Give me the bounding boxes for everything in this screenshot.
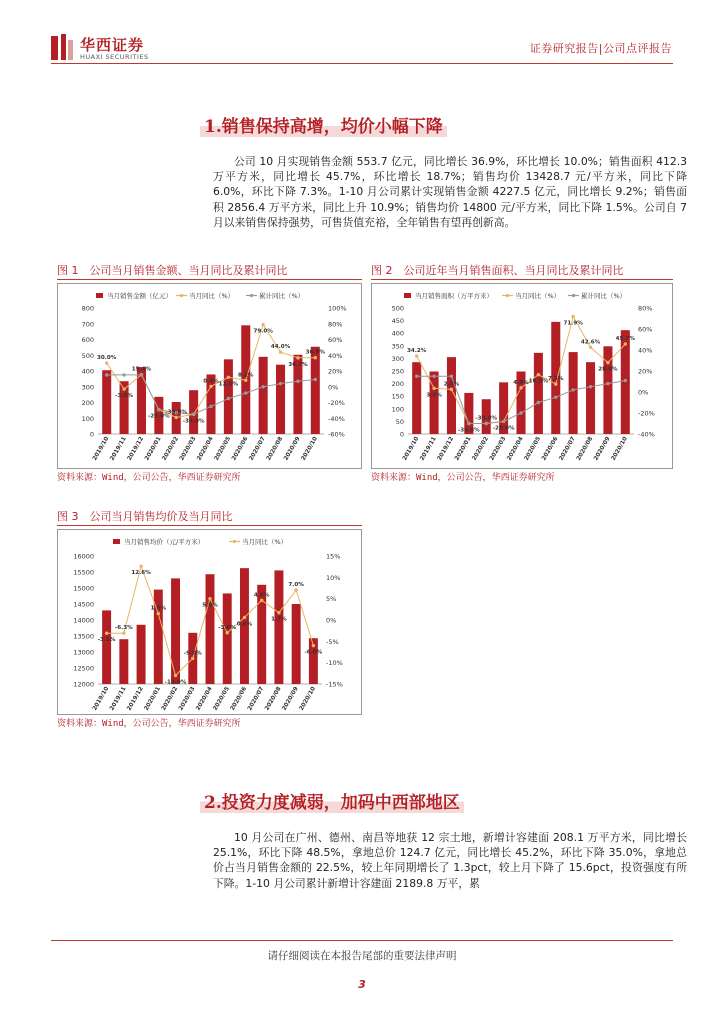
fig1-data-label: 15.4% [131,366,152,373]
figure-3-chart-frame [57,529,362,715]
fig2-data-label: 42.6% [580,339,601,346]
fig1-legend-bar-swatch [96,293,103,298]
fig3-data-label: -9.0% [183,650,202,657]
fig2-series-point [450,375,453,378]
fig2-left-tick: 400 [391,329,404,338]
fig2-data-label: 7.5% [548,376,564,383]
fig2-legend-marker [506,294,509,297]
fig2-left-tick: 500 [391,304,404,313]
fig3-category-label: 2019/10 [91,686,111,712]
fig2-left-tick: 250 [391,367,404,376]
fig1-series-point [279,382,282,385]
fig1-series-point [140,373,143,376]
fig2-series-point [415,354,418,357]
fig1-bar [189,390,198,434]
fig1-series-point [227,397,230,400]
fig2-category-label: 2019/11 [419,436,438,462]
fig2-left-tick: 450 [391,317,404,326]
fig1-bar [276,365,285,434]
fig1-data-label: 36.7% [288,361,308,368]
fig3-right-tick: -5% [326,637,339,646]
fig3-right-tick: 5% [326,595,337,604]
fig1-category-label: 2019/12 [126,436,146,462]
figure-1-rule [57,279,362,280]
fig3-category-label: 2020/10 [298,686,318,712]
fig1-series-point [209,385,212,388]
brand-name-cn: 华西证券 [80,36,145,54]
fig3-bar [171,578,180,684]
fig2-data-label: 2.5% [443,381,460,388]
figure-1-source: 资料来源：Wind，公司公告，华西证券研究所 [57,473,241,483]
fig2-series-point [537,373,540,376]
figure-1-title: 图 1 公司当月销售金额、当月同比及累计同比 [57,264,288,277]
fig1-left-tick: 800 [81,304,94,313]
fig1-right-tick: -60% [328,430,345,439]
fig2-series-point [606,361,609,364]
fig1-data-label: -35.0% [182,418,205,425]
fig1-series-point [314,356,317,359]
fig1-category-label: 2020/03 [178,436,198,462]
fig3-bar [102,610,111,684]
fig1-legend-label: 当月同比（%） [189,292,235,300]
fig3-category-label: 2020/07 [247,686,266,712]
fig3-right-tick: -15% [326,680,343,689]
fig2-series-point [554,382,557,385]
fig1-legend-marker [180,294,183,297]
fig1-series-point [157,408,160,411]
fig2-right-tick: -20% [638,409,655,418]
fig2-left-tick: 150 [391,392,404,401]
fig3-left-tick: 14500 [73,600,94,609]
fig1-data-label: -39.0% [165,409,188,416]
fig1-legend-label: 当月销售金额（亿元） [107,292,172,300]
fig2-data-label: -30.8% [457,427,480,434]
fig2-data-label: 71.9% [563,320,583,327]
fig1-category-label: 2020/01 [144,436,163,462]
fig2-legend-label: 当月销售面积（万平方米） [415,292,493,300]
fig3-bar [292,604,301,684]
fig2-right-tick: -40% [638,430,655,439]
fig2-series-point [467,422,470,425]
fig3-series-point [191,657,194,660]
fig3-right-tick: -10% [326,659,343,668]
figure-2-chart-frame [371,283,673,469]
fig2-series-point [554,396,557,399]
fig2-left-tick: 200 [391,380,404,389]
fig2-series-point [502,420,505,423]
fig1-category-label: 2020/05 [213,436,233,462]
fig3-left-tick: 15500 [73,568,94,577]
section-1-title: 1.销售保持高增，均价小幅下降 [200,112,447,137]
fig2-bar [586,362,595,434]
fig3-category-label: 2020/04 [195,686,214,712]
report-type-label: 证券研究报告|公司点评报告 [529,42,672,55]
fig3-data-label: 1.5% [150,605,167,612]
fig2-category-label: 2020/06 [541,436,560,462]
header-divider [51,63,673,64]
figure-1-chart [58,284,361,468]
brand-name-en: HUAXI SECURITIES [80,53,149,61]
fig1-series-point [244,379,247,382]
fig2-series-point [415,375,418,378]
fig1-right-tick: 40% [328,351,343,360]
fig3-series-point [174,674,177,677]
fig3-series-point [122,632,125,635]
fig1-left-tick: 0 [89,430,94,439]
fig2-left-tick: 350 [391,342,404,351]
fig1-bar [259,357,268,434]
fig3-series-point [243,616,246,619]
fig2-left-tick: 300 [391,354,404,363]
fig2-legend-bar-swatch [404,293,411,298]
fig3-series-point [226,631,229,634]
figure-3-chart [58,530,361,714]
fig1-right-tick: 0% [328,383,339,392]
fig2-right-tick: 20% [638,367,653,376]
fig1-category-label: 2019/11 [109,436,128,462]
fig1-data-label: 79.0% [253,328,273,335]
fig2-right-tick: 60% [638,325,653,334]
fig1-left-tick: 200 [81,399,94,407]
fig3-left-tick: 16000 [73,552,94,561]
fig3-bar [223,593,232,684]
fig2-category-label: 2020/03 [488,436,508,462]
fig2-category-label: 2020/04 [506,436,525,462]
fig1-data-label: 12.0% [218,381,239,388]
fig3-data-label: -3.0% [218,624,237,631]
fig3-category-label: 2019/11 [109,686,128,712]
fig3-data-label: 1.7% [271,616,287,623]
fig1-bar [311,347,320,434]
fig1-right-tick: 60% [328,336,343,344]
fig3-left-tick: 15000 [73,584,94,593]
fig3-data-label: 0.6% [236,621,253,628]
fig3-series-point [294,588,297,591]
fig3-category-label: 2020/05 [212,686,231,712]
fig2-series-point [571,315,574,318]
fig3-data-label: 7.0% [288,582,304,589]
fig2-series-point [571,388,574,391]
fig1-category-label: 2020/08 [265,436,285,462]
fig1-category-label: 2020/04 [196,436,215,462]
fig3-left-tick: 13500 [73,632,94,641]
fig2-category-label: 2020/07 [558,436,577,462]
fig1-series-point [175,416,178,419]
huaxi-logo-icon [51,34,73,60]
fig1-series-point [105,373,108,376]
fig3-category-label: 2020/09 [281,686,300,712]
fig1-series-point [296,356,299,359]
fig2-category-label: 2020/05 [523,436,543,462]
fig3-category-label: 2020/02 [160,686,180,712]
fig3-series-point [312,644,315,647]
fig2-data-label: -30.0% [475,415,498,422]
legal-disclaimer-note: 请仔细阅读在本报告尾部的重要法律声明 [267,950,457,962]
fig1-category-label: 2020/02 [161,436,180,462]
fig2-bar [412,362,421,434]
fig2-category-label: 2020/09 [593,436,612,462]
fig2-series-point [589,385,592,388]
fig3-right-tick: 15% [326,552,341,561]
fig2-legend-label: 当月同比（%） [515,292,561,300]
fig2-category-label: 2020/01 [454,436,473,462]
fig1-series-point [122,373,125,376]
fig2-left-tick: 100 [391,405,404,414]
fig3-data-label: 5.0% [202,602,218,609]
fig1-left-tick: 100 [81,414,94,423]
fig1-category-label: 2020/06 [231,436,250,462]
fig3-category-label: 2020/06 [229,686,249,712]
fig3-series-point [260,599,263,602]
fig2-data-label: 3.5% [426,392,442,399]
fig2-category-label: 2020/02 [471,436,490,462]
fig2-data-label: 16.5% [528,378,549,385]
fig2-data-label: 34.2% [406,348,427,355]
fig1-bar [224,359,233,434]
figure-1-chart-frame [57,283,362,469]
fig2-bar [569,352,578,434]
fig3-category-label: 2020/03 [178,686,197,712]
fig2-series-point [450,388,453,391]
fig2-left-tick: 0 [399,430,404,439]
fig3-category-label: 2020/08 [264,686,283,712]
fig3-bar [119,639,128,684]
fig1-series-point [279,350,282,353]
fig1-left-tick: 600 [81,336,94,344]
fig1-left-tick: 400 [81,367,94,376]
fig2-data-label: 28.0% [598,366,618,373]
fig2-series-point [519,386,522,389]
fig1-category-label: 2020/09 [283,436,302,462]
section-2-paragraph: 10 月公司在广州、德州、南昌等地获 12 宗土地，新增计容建面 208.1 万平方米，同比增长 25.1%，环比下降 48.5%，拿地总价 124.7 亿元，同比增长 45.2%，环比下降 35.0%，拿地总价占当月销售金额的 22.5%，较上年同期增长了 1.3pct，较上月下降了 15.6pct，投资强度有所下降。1-10 月公司累计新增计容建面 2189.8 万平，累 [213,831,687,890]
fig1-category-label: 2019/10 [92,436,111,462]
fig1-legend-label: 累计同比（%） [259,292,305,300]
fig1-right-tick: -40% [328,414,345,423]
fig1-data-label: 8.2% [238,372,254,379]
fig2-right-tick: 0% [638,388,649,397]
fig3-series-point [139,565,142,568]
fig3-category-label: 2019/12 [126,686,145,712]
fig1-series-point [244,391,247,394]
fig3-right-tick: 0% [326,616,337,625]
fig1-series-point [122,387,125,390]
fig2-category-label: 2019/12 [436,436,456,462]
fig2-right-tick: 80% [638,304,653,313]
fig1-series-point [105,361,108,364]
fig2-series-point [537,401,540,404]
fig2-data-label: 45.7% [615,336,636,343]
fig2-right-tick: 40% [638,346,653,355]
fig1-right-tick: -20% [328,399,345,407]
fig1-series-point [296,380,299,383]
fig3-right-tick: 10% [326,573,341,582]
fig3-legend-label: 当月销售均价（元/平方米） [124,538,205,546]
figure-2-source: 资料来源：Wind，公司公告，华西证券研究所 [371,473,555,483]
fig1-bar [102,370,111,434]
fig3-left-tick: 13000 [73,648,94,657]
fig3-bar [206,574,215,684]
fig3-left-tick: 14000 [73,616,94,625]
fig3-left-tick: 12500 [73,664,94,673]
figure-3-title: 图 3 公司当月销售均价及当月同比 [57,510,233,523]
fig3-series-point [277,611,280,614]
section-1-paragraph: 公司 10 月实现销售金额 553.7 亿元，同比增长 36.9%，环比增长 10.0%；销售面积 412.3 万平方米，同比增长 45.7%，环比增长 18.7%；销售均价 13428.7 元/平方米，同比下降 6.0%，环比下降 7.3%。1-10 月公司累计实现销售金额 4227.5 亿元，同比增长 9.2%；销售面积 2856.4 万平方米，同比上升 10.9%；销售均价 14800 元/平方米，同比下降 1.5%。公司自 7 月以来销售保持强势，可售货值充裕，全年销售有望再创新高。 [213,155,687,229]
fig1-right-tick: 100% [328,304,347,313]
fig1-left-tick: 700 [81,320,94,329]
fig1-data-label: -3.0% [115,393,133,400]
fig2-left-tick: 50 [395,417,404,426]
fig3-data-label: -13.0% [164,679,187,686]
fig1-series-point [227,376,230,379]
fig2-series-point [485,422,488,425]
fig1-left-tick: 500 [81,351,94,360]
fig1-data-label: 36.9% [305,349,326,356]
fig2-series-point [432,387,435,390]
fig2-category-label: 2020/10 [610,436,630,462]
figure-2-title: 图 2 公司近年当月销售面积、当月同比及累计同比 [371,264,624,277]
fig2-series-point [624,379,627,382]
fig3-left-tick: 12000 [73,680,94,689]
fig3-data-label: 12.6% [131,570,151,577]
fig2-category-label: 2020/08 [575,436,595,462]
fig3-data-label: -6.3% [114,625,133,632]
fig1-data-label: 0.4% [203,378,219,385]
fig1-right-tick: 20% [328,367,343,376]
fig1-series-point [314,378,317,381]
figure-3-rule [57,525,362,526]
fig3-data-label: -6.0% [304,649,323,656]
fig3-series-point [208,597,211,600]
fig1-legend-marker [250,294,253,297]
fig3-legend-bar-swatch [113,539,120,544]
fig3-legend-marker [233,540,236,543]
fig2-series-point [606,382,609,385]
fig3-category-label: 2020/01 [143,686,163,712]
fig1-data-label: -29.0% [147,413,170,420]
fig2-series-point [624,342,627,345]
fig1-left-tick: 300 [81,383,94,392]
fig2-series-point [432,375,435,378]
fig3-data-label: -3.1% [97,637,116,644]
fig2-legend-marker [572,294,575,297]
page-number: 3 [358,978,366,991]
figure-2-rule [371,279,673,280]
fig2-data-label: -28.0% [492,425,515,432]
fig1-series-point [261,385,264,388]
fig2-bar [430,372,439,434]
fig1-right-tick: 80% [328,320,343,329]
fig3-bar [137,625,146,684]
fig3-series-point [157,612,160,615]
figure-2-chart [372,284,672,468]
fig1-category-label: 2020/10 [300,436,320,462]
fig1-series-point [261,323,264,326]
fig1-data-label: 30.0% [96,355,117,362]
fig1-series-point [209,405,212,408]
fig2-series-point [519,411,522,414]
fig2-data-label: 4.0% [513,379,529,386]
fig3-series-point [105,632,108,635]
fig2-series-point [589,346,592,349]
fig3-bar [274,570,283,684]
fig1-series-point [192,413,195,416]
fig1-category-label: 2020/07 [248,436,267,462]
fig3-data-label: 4.6% [253,592,270,599]
fig2-category-label: 2019/10 [402,436,421,462]
footer-divider [51,940,673,941]
fig2-legend-label: 累计同比（%） [581,292,627,300]
fig3-legend-label: 当月同比（%） [242,538,288,546]
section-2-title: 2.投资力度减弱，加码中西部地区 [200,788,464,813]
figure-3-source: 资料来源：Wind，公司公告，华西证券研究所 [57,719,241,729]
fig1-data-label: 44.0% [270,344,291,351]
fig2-bar [534,353,543,434]
